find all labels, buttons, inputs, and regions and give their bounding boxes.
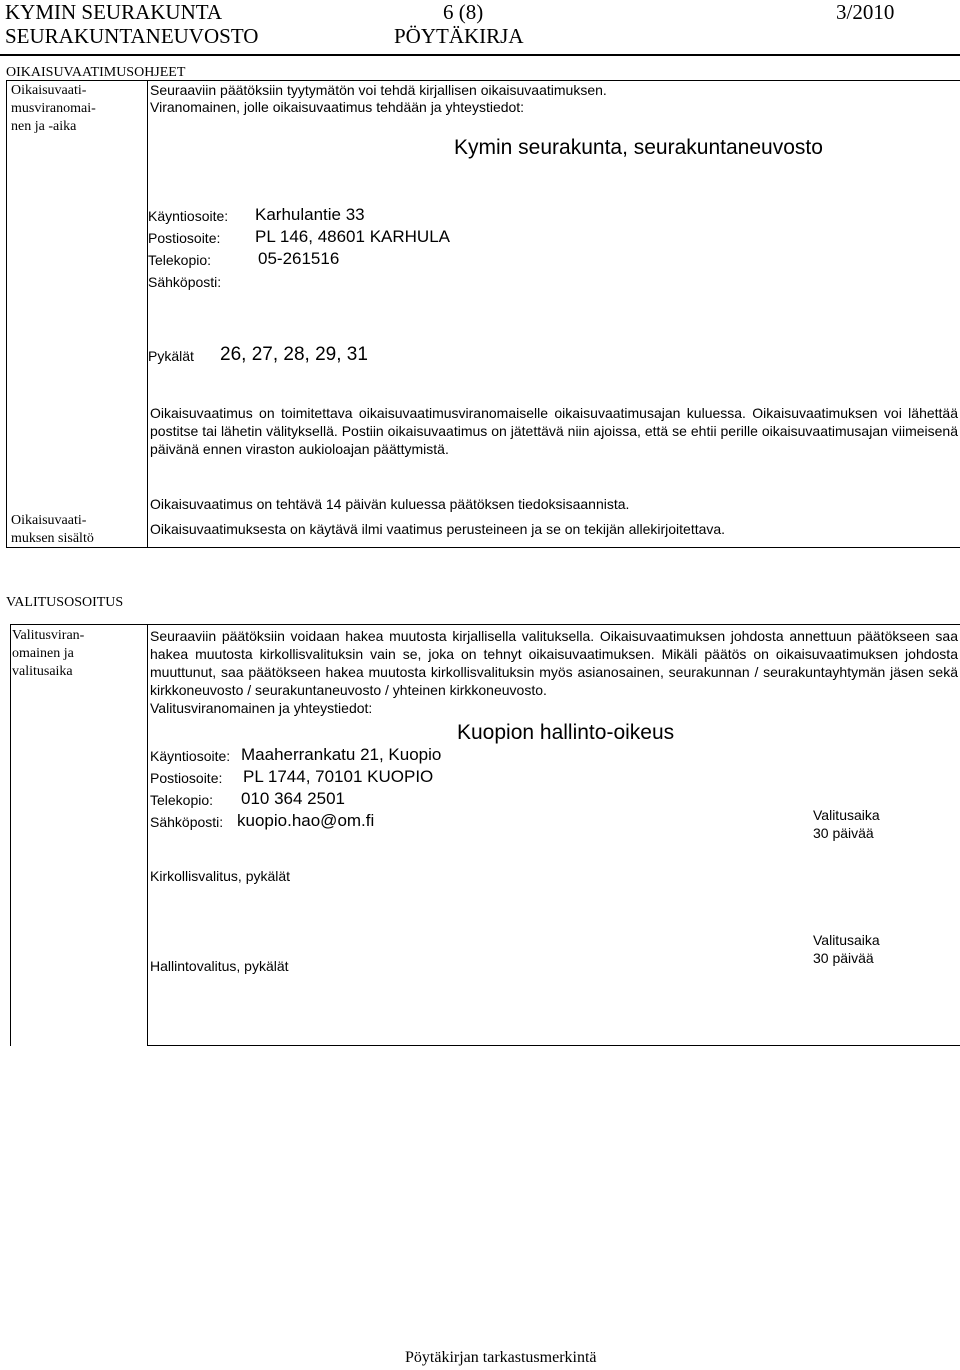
label-line: nen ja -aika <box>11 119 77 134</box>
instructions-bottom-rule <box>147 1045 960 1046</box>
appeal-post-label: Postiosoite: <box>150 770 223 786</box>
post-value: PL 146, 48601 KARHULA <box>255 227 450 246</box>
appeal-post-value: PL 1744, 70101 KUOPIO <box>243 767 434 786</box>
visit-value: Karhulantie 33 <box>255 205 365 224</box>
period-label-2: Valitusaika <box>813 932 880 948</box>
label-line: Oikaisuvaati- <box>11 83 87 98</box>
left-border-1 <box>6 80 7 547</box>
appeal-visit-value: Maaherrankatu 21, Kuopio <box>241 745 442 764</box>
church-appeal-sections: Kirkollisvalitus, pykälät <box>150 868 291 884</box>
doc-type: PÖYTÄKIRJA <box>394 24 524 48</box>
left-border-2 <box>10 624 11 1046</box>
post-label: Postiosoite: <box>148 230 221 246</box>
appeal-authority-line: Valitusviranomainen ja yhteystiedot: <box>150 700 373 716</box>
instructions-title: VALITUSOSOITUS <box>6 595 124 610</box>
sections-label: Pykälät <box>148 348 194 364</box>
label-line: musviranomai- <box>11 101 96 116</box>
section-bottom-rule <box>6 547 960 548</box>
appeal-fax-label: Telekopio: <box>150 792 214 808</box>
admin-appeal-sections: Hallintovalitus, pykälät <box>150 958 289 974</box>
appeal-email-label: Sähköposti: <box>150 814 224 830</box>
email-label: Sähköposti: <box>148 274 222 290</box>
label-line: muksen sisältö <box>11 531 94 546</box>
authority-line: Viranomainen, jolle oikaisuvaatimus tehdään ja yhteystiedot: <box>150 99 525 115</box>
label-line: Oikaisuvaati- <box>11 513 87 528</box>
label-line: omainen ja <box>12 646 74 661</box>
fax-value: 05-261516 <box>258 249 340 268</box>
footer-review-mark: Pöytäkirjan tarkastusmerkintä <box>405 1349 597 1366</box>
column-divider-1 <box>147 80 148 547</box>
period-label-1: Valitusaika <box>813 807 880 823</box>
meeting-number: 3/2010 <box>836 0 895 24</box>
submission-paragraph: Oikaisuvaatimus on toimitettava oikaisuvaatimusviranomaiselle oikaisuvaatimusajan kuluessa. Oikaisuvaatimuksen voi lähettää postitse tai lähetin välityksellä. Postiin oikaisuvaatimus on jätettävä niin ajoissa, että se ehtii perille oikaisuvaatimusajan viimeisenä päivänä ennen viraston aukioloajan päättymistä. <box>150 405 958 457</box>
appeal-section-title: OIKAISUVAATIMUSOHJEET <box>6 65 186 80</box>
label-content <box>11 512 141 548</box>
appeal-visit-label: Käyntiosoite: <box>150 748 231 764</box>
appeal-fax-value: 010 364 2501 <box>241 789 345 808</box>
period-value-1: 30 päivää <box>813 825 874 841</box>
intro-line: Seuraaviin päätöksiin tyytymätön voi tehdä kirjallisen oikaisuvaatimuksen. <box>150 82 607 98</box>
authority-name: Kymin seurakunta, seurakuntaneuvosto <box>454 136 823 159</box>
label-authority-time <box>11 82 141 136</box>
appeal-paragraph: Seuraaviin päätöksiin voidaan hakea muutosta kirjallisella valituksella. Oikaisuvaatimuksen johdosta annettuun päätökseen saa hakea muutosta kirkollisvalituksin vain se, joka on tehnyt oikaisuvaatimuksen. Mikäli päätös on oikaisuvaatimuksen johdosta muuttunut, saa päätökseen hakea muutosta kirkollisvalituksin myös asianosainen, seurakunnan / seurakuntayhtymän jäsen sekä kirkkoneuvosto / seurakuntaneuvosto / yhteinen kirkkoneuvosto. <box>150 628 958 698</box>
body-name: SEURAKUNTANEUVOSTO <box>5 24 259 48</box>
instructions-top-rule <box>10 624 960 625</box>
deadline-line: Oikaisuvaatimus on tehtävä 14 päivän kuluessa päätöksen tiedoksisaannista. <box>150 496 630 512</box>
label-line: Valitusviran- <box>12 628 85 643</box>
sections-value: 26, 27, 28, 29, 31 <box>220 344 368 365</box>
label-line: valitusaika <box>12 664 73 679</box>
content-line: Oikaisuvaatimuksesta on käytävä ilmi vaatimus perusteineen ja se on tekijän allekirjoitettava. <box>150 521 726 537</box>
period-value-2: 30 päivää <box>813 950 874 966</box>
label-appeal-authority <box>12 627 142 681</box>
appeal-email-value: kuopio.hao@om.fi <box>237 811 375 830</box>
appeal-authority-name: Kuopion hallinto-oikeus <box>457 721 675 744</box>
header-rule <box>0 54 960 56</box>
fax-label: Telekopio: <box>148 252 212 268</box>
org-name: KYMIN SEURAKUNTA <box>5 0 223 24</box>
visit-label: Käyntiosoite: <box>148 208 229 224</box>
column-divider-2 <box>147 624 148 1046</box>
page-number: 6 (8) <box>443 0 484 24</box>
